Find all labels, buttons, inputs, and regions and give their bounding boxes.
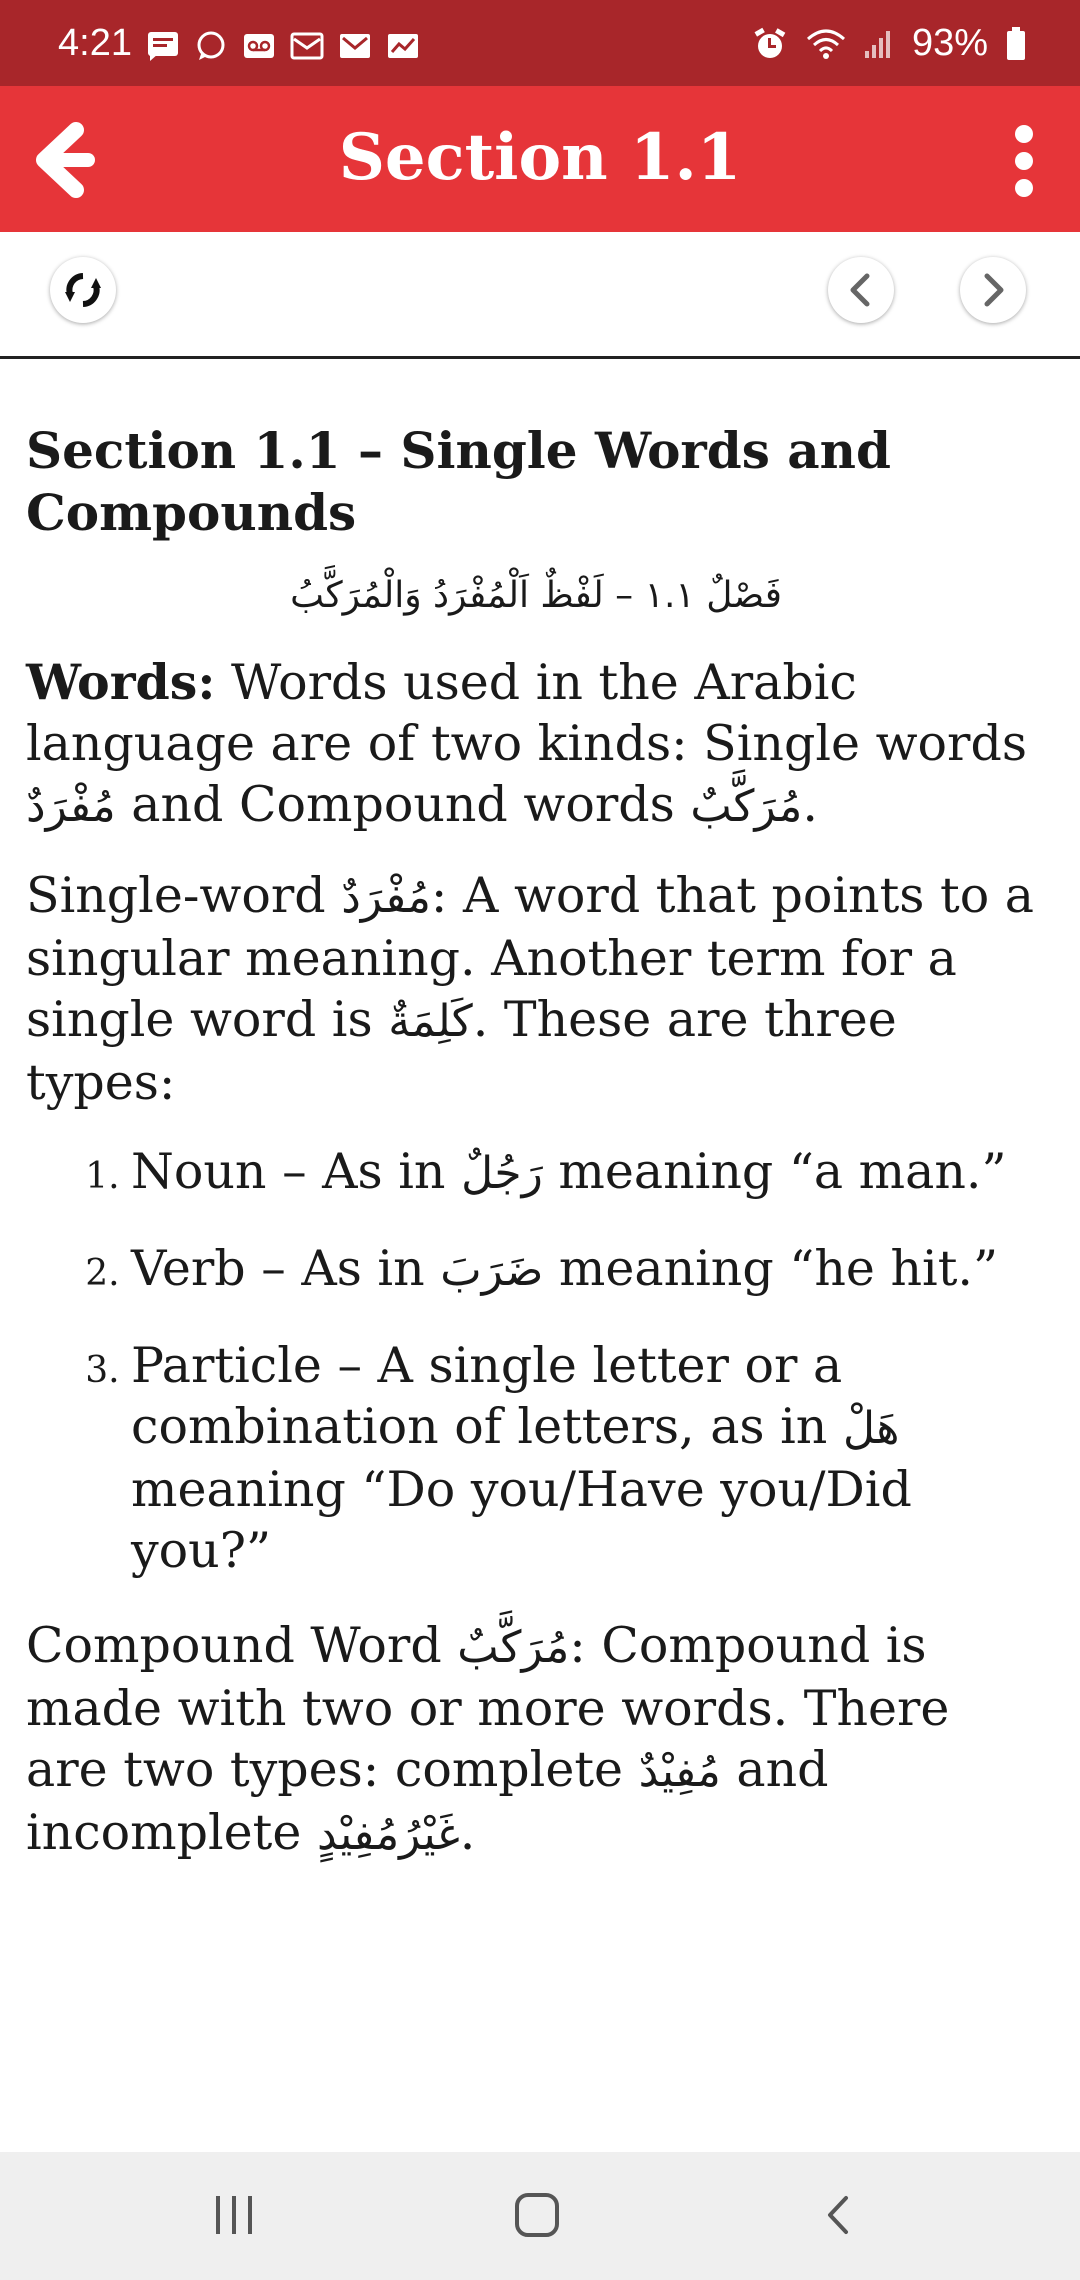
text: meaning “he hit.”	[543, 1240, 999, 1297]
paragraph-compound-word	[26, 1615, 1046, 1865]
list-item	[131, 1141, 1046, 1204]
text: : A word that points to a singular meaning. Another term for a single word is	[26, 867, 1034, 1048]
arabic-term: مُفْرَدٌ	[26, 781, 116, 832]
text: .	[802, 776, 818, 833]
wifi-icon	[806, 27, 846, 61]
gallery-icon	[290, 30, 324, 62]
whatsapp-icon	[194, 30, 228, 62]
text: . These are three types:	[26, 991, 897, 1111]
text: and Compound words	[115, 776, 691, 833]
arabic-term: مُرَكَّبٌ	[457, 1622, 570, 1673]
arabic-term: غَيْرُمُفِيْدٍ	[316, 1809, 460, 1860]
status-bar	[0, 0, 1080, 86]
next-page-button[interactable]	[960, 257, 1026, 323]
arabic-term: مُرَكَّبٌ	[690, 781, 803, 832]
text: meaning “Do you/Have you/Did you?”	[131, 1461, 912, 1579]
chevron-left-icon	[843, 270, 879, 310]
alarm-icon	[752, 26, 788, 62]
list-item	[131, 1238, 1046, 1301]
text: Compound Word	[26, 1617, 458, 1674]
text: : Compound is made with two or more words. There are two types: complete	[26, 1617, 950, 1798]
text: Verb – As in	[131, 1240, 441, 1297]
arabic-section-heading: فَصْلٌ ١.١ – لَفْظٌ اَلْمُفْرَدُ وَالْمُرَكَّبُ	[290, 575, 782, 616]
text: Particle – A single letter or a combination of letters, as in	[131, 1337, 843, 1455]
paragraph-single-word	[26, 865, 1046, 1113]
word-types-list	[26, 1141, 1046, 1581]
more-options-icon[interactable]	[1004, 124, 1044, 198]
refresh-button[interactable]	[50, 257, 116, 323]
battery-percent: 93%	[911, 22, 988, 64]
status-time: 4:21	[58, 22, 132, 64]
home-icon[interactable]	[512, 2190, 562, 2240]
page-title: Section 1.1	[338, 120, 742, 195]
words-label: Words:	[26, 653, 216, 711]
arabic-term: مُفْرَدٌ	[341, 872, 431, 923]
app-bar	[0, 86, 1080, 232]
text: and incomplete	[26, 1741, 829, 1861]
chart-icon	[386, 30, 420, 62]
message-icon	[146, 30, 180, 62]
text: Single-word	[26, 867, 342, 924]
text: .	[459, 1804, 476, 1861]
list-item	[131, 1335, 1046, 1581]
arabic-term: كَلِمَةٌ	[388, 996, 473, 1047]
recent-apps-icon[interactable]	[212, 2190, 256, 2240]
back-nav-icon[interactable]	[818, 2190, 858, 2240]
voicemail-icon	[242, 30, 276, 62]
signal-icon	[864, 29, 894, 59]
gmail-icon	[338, 30, 372, 62]
text: Words used in the Arabic language are of two kinds: Single words	[26, 654, 1027, 772]
paragraph-words	[26, 652, 1046, 837]
section-heading: Section 1.1 – Single Words and Compounds	[26, 421, 891, 542]
arabic-term: هَلْ	[842, 1403, 900, 1454]
toolbar	[0, 232, 1080, 359]
refresh-icon	[61, 268, 105, 312]
text: meaning “a man.”	[542, 1143, 1007, 1200]
arabic-term: ضَرَبَ	[440, 1245, 544, 1296]
notification-icons	[146, 30, 420, 62]
system-nav-bar	[0, 2152, 1080, 2280]
battery-icon	[1006, 27, 1026, 61]
arabic-term: مُفِيْدٌ	[638, 1746, 721, 1797]
article-content	[26, 420, 1046, 1865]
chevron-right-icon	[975, 270, 1011, 310]
text: Noun – As in	[131, 1143, 462, 1200]
arabic-term: رَجُلٌ	[461, 1148, 543, 1199]
previous-page-button[interactable]	[828, 257, 894, 323]
